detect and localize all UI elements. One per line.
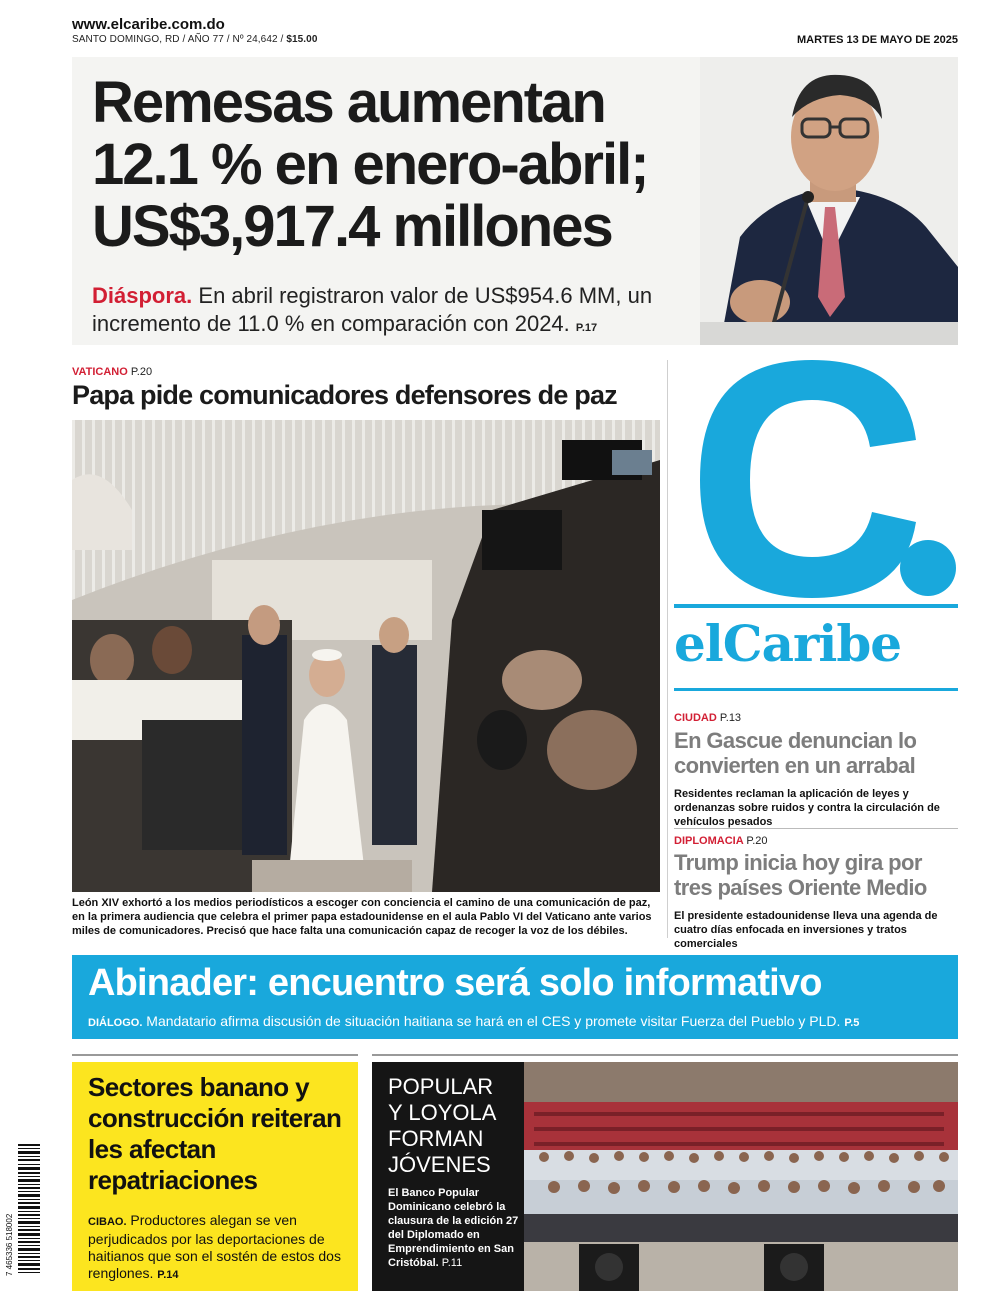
- top-story-page-ref: P.17: [575, 322, 598, 334]
- popular-headline-line-1: POPULAR: [388, 1074, 494, 1099]
- popular-headline-line-4: JÓVENES: [388, 1152, 491, 1177]
- side-story-1-kicker-label: CIUDAD: [674, 712, 717, 724]
- speaker-portrait-photo: [700, 57, 958, 345]
- logo-bottom-rule: [674, 688, 958, 691]
- vatican-page-ref: P.20: [130, 366, 153, 378]
- side-story-2-headline[interactable]: Trump inicia hoy gira por tres países Oriente Medio: [674, 850, 927, 900]
- yellow-story-deck: [88, 1212, 354, 1284]
- edition-info: [72, 34, 318, 45]
- popular-story-headline[interactable]: [388, 1074, 520, 1178]
- side-story-2-deck: El presidente estadounidense lleva una agenda de cuatro días enfocada en inversiones y tratos comerciales: [674, 910, 938, 950]
- bottom-left-rule: [72, 1054, 358, 1056]
- el-caribe-wordmark: elCaribe: [674, 614, 902, 673]
- yellow-story-headline[interactable]: Sectores banano y construcción reiteran les afectan repatriaciones: [88, 1072, 342, 1195]
- graduates-group-photo: [524, 1062, 958, 1291]
- column-divider: [667, 360, 668, 938]
- popular-story-deck-text: El Banco Popular Dominicano celebró la clausura de la edición 27 del Diplomado en Emprendimiento en San Cristóbal.: [388, 1187, 519, 1269]
- issue-date: MARTES 13 DE MAYO DE 2025: [797, 34, 958, 46]
- top-story-deck: [92, 282, 682, 342]
- side-story-2-page-ref: P.20: [746, 835, 768, 847]
- yellow-story-page-ref: P.14: [157, 1269, 179, 1281]
- top-headline-line-1: Remesas aumentan: [92, 70, 605, 135]
- price: $15.00: [286, 34, 318, 45]
- top-headline-line-2: 12.1 % en enero-abril;: [92, 132, 648, 197]
- side-story-1-page-ref: P.13: [719, 712, 742, 724]
- site-url[interactable]: www.elcaribe.com.do: [72, 16, 225, 33]
- yellow-story-kicker: CIBAO.: [88, 1216, 127, 1228]
- bottom-right-rule: [372, 1054, 958, 1056]
- side-story-separator: [674, 828, 958, 829]
- banner-story-kicker: DIÁLOGO.: [88, 1017, 143, 1029]
- popular-story-page-ref: P.11: [441, 1257, 463, 1269]
- side-story-1-deck: Residentes reclaman la aplicación de leyes y ordenanzas sobre ruidos y contra la circulación de vehículos pesados: [674, 788, 940, 828]
- banner-story-deck: [88, 1013, 958, 1029]
- top-story-deck-text: En abril registraron valor de US$954.6 MM, un incremento de 11.0 % en comparación con 2024.: [92, 283, 653, 336]
- top-story-headline[interactable]: [92, 72, 702, 258]
- popular-story-deck: [388, 1186, 520, 1270]
- side-story-2-kicker: [674, 835, 768, 847]
- logo-top-rule: [674, 604, 958, 608]
- banner-story-deck-text: Mandatario afirma discusión de situación haitiana se hará en el CES y promete visitar Fuerza del Pueblo y PLD.: [146, 1013, 841, 1029]
- pope-audience-photo: [72, 420, 660, 892]
- edition-text: SANTO DOMINGO, RD / AÑO 77 / Nº 24,642 /: [72, 34, 284, 45]
- side-story-2-kicker-label: DIPLOMACIA: [674, 835, 744, 847]
- banner-story-page-ref: P.5: [844, 1017, 860, 1029]
- vatican-kicker: [72, 366, 152, 378]
- yellow-story-deck-text: Productores alegan se ven perjudicados por las deportaciones de haitianos que son el sostén de estos dos renglones.: [88, 1212, 341, 1281]
- side-story-1-headline[interactable]: En Gascue denuncian lo convierten en un arrabal: [674, 728, 917, 778]
- vatican-caption: León XIV exhortó a los medios periodísticos a escoger con conciencia el camino de una comunicación de paz, en la primera audiencia que celebra el primer papa estadounidense en el aula Pablo VI del Vaticano ante varios miles de comunicadores. Precisó que hace falta una comunicación capaz de recoger la voz de los débiles.: [72, 897, 652, 937]
- barcode-digits: 7 465336 518002: [5, 1213, 14, 1276]
- banner-story-headline[interactable]: Abinader: encuentro será solo informativo: [88, 962, 822, 1004]
- vatican-headline[interactable]: Papa pide comunicadores defensores de paz: [72, 380, 617, 410]
- barcode-icon: [2, 1140, 42, 1280]
- el-caribe-logo-c-icon: [672, 352, 958, 602]
- popular-headline-line-3: FORMAN: [388, 1126, 484, 1151]
- top-headline-line-3: US$3,917.4 millones: [92, 194, 612, 259]
- top-story-kicker: Diáspora.: [92, 283, 193, 308]
- vatican-kicker-label: VATICANO: [72, 366, 128, 378]
- side-story-1-kicker: [674, 712, 741, 724]
- popular-headline-line-2: Y LOYOLA: [388, 1100, 497, 1125]
